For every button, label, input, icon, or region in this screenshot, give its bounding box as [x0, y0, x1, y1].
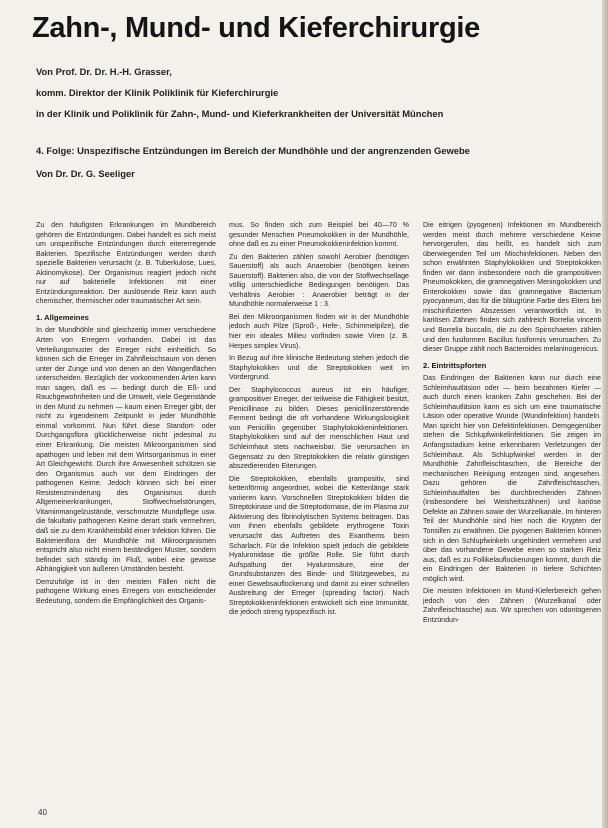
- paragraph: Zu den Bakterien zählen sowohl Aerobier (benötigen Sauerstoff) als auch Anaerobier (benötigen keinen Sauerstoff). Bakterien also, die von der Stoffwechsellage völlig unterschiedliche Bedingungen benötigen. Das Verhältnis Aerobier : Anaerobier beträgt in der Mundhöhle normalerweise 1 : 3.: [229, 252, 409, 309]
- series-line: 4. Folge: Unspezifische Entzündungen im Bereich der Mundhöhle und der angrenzenden Gewebe: [36, 145, 470, 156]
- paragraph: In der Mundhöhle sind gleichzeitig immer verschiedene Arten von Erregern vorhanden. Dabei ist das Verteilungsmuster der Erreger nicht einheitlich. So können sich die Erreger im Zahnfleischsaum von denen unter der Zunge und von denen an den Wangenflächen unterscheiden. Bezüglich der vorkommenden Arten kann man sagen, daß es — bedingt durch die Eß- und Rauchgewohnheiten und die Umwelt, viele Gegenstände in den Mund zu nehmen — kaum einen Erreger gibt, der nicht zu irgendeinem Zeitpunkt in jeder Mundhöhle einmal vorkommt. Nun führt diese Standort- oder Durchgangsflora glücklicherweise nicht jedesmal zu einer Erkrankung. Die meisten Mikroorganismen sind apathogen und leben mit dem Wirtsorganismus in einer Art Gleichgewicht. Durch ihre Anwesenheit schützen sie den Organismus auch vor dem Eindringen der pathogenen Keime. Jedoch können sich bei einer Resistenzminderung des Organismus durch Allgemeinerkrankungen, Stoffwechselstörungen, Vitaminmangelzustände, verschmutzte Mundpflege usw. die fakultativ pathogenen Keime derart stark vermehren, daß sie zu dem Krankheitsbild einer Infektion führen. Die Bakterienflora der Mundhöhle mit Mikroorganismen entspricht also nicht einem beständigen Muster, sondern befindet sich ständig im Fluß, wobei eine gewisse Abhängigkeit von äußeren Umständen besteht.: [36, 326, 216, 574]
- paragraph: Bei den Mikroorganismen finden wir in der Mundhöhle jedoch auch Pilze (Sproß-, Hefe-, Schimmelpilze), die hier ein ideales Milieu vorfinden sowie Viren (z. B. Herpes simplex Virus).: [229, 312, 409, 350]
- paragraph: Die meisten Infektionen im Mund-Kieferbereich gehen jedoch von den Zähnen (Wurzelkanal oder Zahnfleischtasche) aus. Wir sprechen von odontogenen Entzündun-: [423, 587, 601, 624]
- article-title: Zahn-, Mund- und Kieferchirurgie: [32, 12, 480, 44]
- position-line: komm. Direktor der Klinik Poliklinik für Kieferchirurgie: [36, 87, 279, 98]
- paragraph: In Bezug auf ihre klinische Bedeutung stehen jedoch die Staphylokokken und die Streptokokken weit im Vordergrund.: [229, 354, 409, 382]
- text-column-2: [229, 221, 409, 811]
- paragraph: mus. So finden sich zum Beispiel bei 40—70 % gesunder Menschen Pneumokokken in der Mundhöhle, ohne daß es zu einer Pneumokokkeninfektion kommt.: [229, 221, 409, 249]
- paragraph: Die Streptokokken, ebenfalls grampositiv, sind kettenförmig angeordnet, wobei die Kettenlänge stark variieren kann. Vorschnellen Streptokokken bilden die Streptokinase und die Streptodornase, die im Plasma zur Aktivierung des fibrinolytischen Systems beitragen. Das von ihnen ebenfalls gebildete erythrogene Toxin verursacht das Auftreten des Exanthems beim Scharlach. Für die Infektion spielt jedoch die gebildete Hyaluronidase die größte Rolle. Sie führt durch Aufspaltung der Hyaluronsäure, eine der Grundsubstanzen des Binde- und Stützgewebes, zu einer Gewebsauflockerung und damit zu einer schnellen Ausbreitung der Erreger (spreading factor). Nach Streptokokkeninfektionen entwickelt sich eine Immunität, die jedoch streng typspezifisch ist.: [229, 474, 409, 617]
- paragraph: Zu den häufigsten Erkrankungen im Mundbereich gehören die Entzündungen. Dabei handelt es sich meist um unspezifische Entzündungen durch eitererregende Bakterien. Spezifische Entzündungen werden durch spezielle Bakterien verursacht (z. B. Tuberkulose, Lues, Aktinomykose). Der Organismus reagiert jedoch nicht nur auf bakterielle Infektionen mit einer Entzündungsreaktion. Der auslösende Reiz kann auch chemischer, thermischer oder traumatischer Art sein.: [36, 221, 216, 306]
- paragraph: Demzufolge ist in den meisten Fällen nicht die pathogene Wirkung eines Erregers von entscheidender Bedeutung, sondern die Empfänglichkeit des Organis-: [36, 577, 216, 605]
- author-line: Von Prof. Dr. Dr. H.-H. Grasser,: [36, 66, 172, 77]
- section-heading: 2. Eintrittspforten: [423, 360, 487, 370]
- text-column-3: [423, 221, 601, 811]
- text-column-1: [36, 221, 216, 811]
- section-heading: 1. Allgemeines: [36, 312, 89, 322]
- paragraph: Das Eindringen der Bakterien kann nur durch eine Schleimhautläsion oder — beim bezahnten Kiefer — auch durch einen kranken Zahn geschehen. Bei der Schleimhautläsion kann es sich um eine traumatische Läsion oder operative Wunde (Wundinfektion) handeln. Man spricht hier von Defektinfektionen. Demgegenüber stehen die Schlupfwinkelinfektionen. Sie zeigen im Anfangsstadium keine erkennbaren Verletzungen der Schleimhaut. Als Schlupfwinkel werden in der Mundhöhle Zahnfleischtaschen, die Bereiche der mechanischen Reinigung entzogen sind, angesehen. Dazu gehören die Zahnfleischtaschen, Schleimhautfalten bei durchbrechenden Zähnen (insbesondere bei Weisheitszähnen) und kariöse Defekte an Zähnen sowie der Wurzelkanäle. Im hinteren Teil der Mundhöhle sind hier noch die Krypten der Tonsillen zu erwähnen. Die pyogenen Bakterien können sich in den Schlupfwinkeln ungehindert vermehren und über das vorhandene Gewebe einen so starken Reiz aus, daß es zu Follikelauflockerungen kommt, durch die ein Eindringen der Bakterien in tiefere Schichten möglich wird.: [423, 374, 601, 583]
- coauthor-line: Von Dr. Dr. G. Seeliger: [36, 168, 135, 179]
- institution-line: in der Klinik und Poliklinik für Zahn-, Mund- und Kieferkrankheiten der Universität München: [36, 108, 444, 119]
- paragraph: Der Staphylococcus aureus ist ein häufiger, grampositiver Erreger, der teilweise die Fähigkeit besitzt, Penicillinase zu bilden. Dieses penicillinzerstörende Ferment bedingt die oft vorhandene Wirkungslosigkeit von Penicillin gegenüber Staphylokokkeninfektionen. Staphylokokken sind auf der menschlichen Haut und Schleimhaut stets nachweisbar. Sie verursachen im Gegensatz zu den Streptokokken die relativ günstigen abszedierenden Eiterungen.: [229, 385, 409, 471]
- page-edge: [602, 0, 608, 828]
- paragraph: Die eitrigen (pyogenen) Infektionen im Mundbereich werden meist durch mehrere verschiedene Keime hervorgerufen, das heißt, es handelt sich zum überwiegenden Teil um Mischinfektionen. Neben den schon erwähnten Staphylokokken und Streptokokken finden wir dann insbesondere noch die grampositiven Pneumokokken, die gramnegativen Meningokokken und Enterokokken sowie das gramnegative Bacterium pyocyaneum, das für die bläugrüne Farbe des Eiters bei mischinfizierten Abszessen verantwortlich ist. In kariösen Zähnen finden sich zahlreich Borrelia vincenti und Borrelia buccalis, die zu den Spirochaeten zählen und den fusiformen Bacillus fusiformis verursachen. Zu dieser Gruppe zählt noch Bacteroides melaninogenicus.: [423, 221, 601, 354]
- page-number: 40: [38, 808, 47, 817]
